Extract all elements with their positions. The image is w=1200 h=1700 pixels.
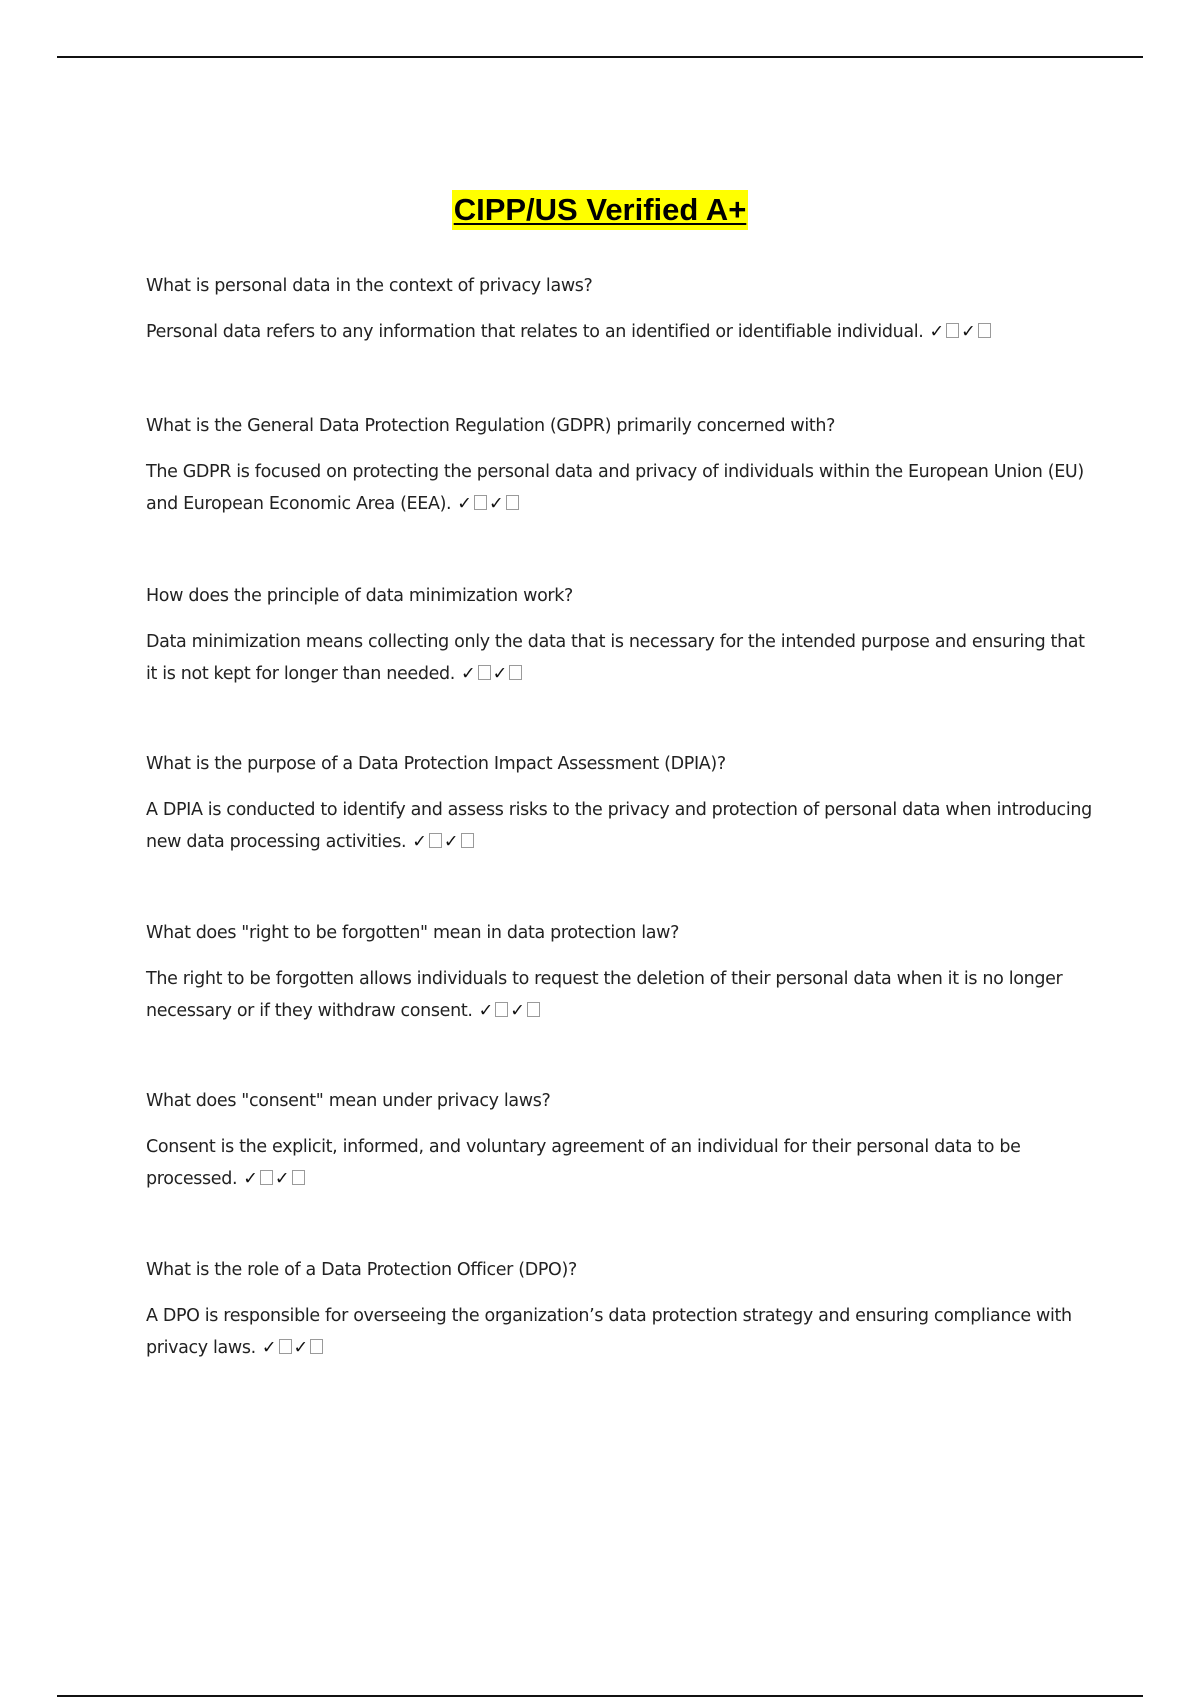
question-3: How does the principle of data minimization work? <box>146 586 573 606</box>
answer-marks-5 <box>479 1001 542 1021</box>
answer-text-4: A DPIA is conducted to identify and assess risks to the privacy and protection of personal data when introducing new data processing activities. <box>146 800 1092 852</box>
qa-item-5 <box>146 917 1096 1027</box>
box-icon <box>474 495 487 510</box>
box-icon <box>978 323 991 338</box>
box-icon <box>509 665 522 680</box>
answer-1 <box>146 316 1096 348</box>
check-icon: ✓ <box>457 494 472 514</box>
check-icon: ✓ <box>261 1338 277 1358</box>
check-icon: ✓ <box>460 664 476 684</box>
qa-item-6 <box>146 1085 1096 1195</box>
question-7: What is the role of a Data Protection Officer (DPO)? <box>146 1260 577 1280</box>
answer-text-2: The GDPR is focused on protecting the personal data and privacy of individuals within the European Union (EU) and European Economic Area (EEA). <box>146 462 1084 514</box>
box-icon <box>310 1339 323 1354</box>
answer-text-5: The right to be forgotten allows individuals to request the deletion of their personal data when it is no longer necessary or if they withdraw consent. <box>146 969 1063 1021</box>
answer-marks-3 <box>461 664 524 684</box>
footer-rule <box>57 1695 1143 1697</box>
answer-marks-4 <box>412 832 475 852</box>
answer-marks-1 <box>929 322 992 342</box>
question-2: What is the General Data Protection Regulation (GDPR) primarily concerned with? <box>146 416 836 436</box>
answer-3 <box>146 626 1096 690</box>
box-icon <box>292 1170 305 1185</box>
page-title: CIPP/US Verified A+ <box>452 190 749 230</box>
box-icon <box>495 1002 508 1017</box>
qa-item-2 <box>146 410 1096 520</box>
box-icon <box>260 1170 273 1185</box>
qa-item-4 <box>146 748 1096 858</box>
qa-item-3 <box>146 580 1096 690</box>
box-icon <box>461 833 474 848</box>
answer-7 <box>146 1300 1096 1364</box>
check-icon: ✓ <box>412 832 427 852</box>
answer-text-1: Personal data refers to any information that relates to an identified or identifiable individual. <box>146 322 924 342</box>
check-icon: ✓ <box>929 322 945 342</box>
answer-2 <box>146 456 1096 520</box>
check-icon: ✓ <box>478 1001 494 1021</box>
box-icon <box>478 665 491 680</box>
answer-4 <box>146 794 1096 858</box>
title-block <box>0 190 1200 230</box>
answer-marks-2 <box>457 494 520 514</box>
answer-5 <box>146 963 1096 1027</box>
check-icon: ✓ <box>488 494 504 514</box>
question-6: What does "consent" mean under privacy laws? <box>146 1091 551 1111</box>
check-icon: ✓ <box>274 1169 290 1189</box>
header-rule <box>57 56 1143 58</box>
answer-6 <box>146 1131 1096 1195</box>
box-icon <box>946 323 959 338</box>
answer-text-3: Data minimization means collecting only the data that is necessary for the intended purpose and ensuring that it is not kept for longer than needed. <box>146 632 1085 684</box>
check-icon: ✓ <box>492 664 508 684</box>
check-icon: ✓ <box>443 832 459 852</box>
question-5: What does "right to be forgotten" mean in data protection law? <box>146 923 680 943</box>
box-icon <box>429 833 442 848</box>
box-icon <box>506 495 519 510</box>
question-1: What is personal data in the context of privacy laws? <box>146 276 593 296</box>
answer-marks-6 <box>243 1169 306 1189</box>
answer-marks-7 <box>262 1338 325 1358</box>
answer-text-6: Consent is the explicit, informed, and voluntary agreement of an individual for their personal data to be processed. <box>146 1137 1021 1189</box>
qa-item-7 <box>146 1254 1096 1364</box>
check-icon: ✓ <box>243 1169 258 1189</box>
box-icon <box>279 1339 292 1354</box>
question-4: What is the purpose of a Data Protection Impact Assessment (DPIA)? <box>146 754 726 774</box>
box-icon <box>527 1002 540 1017</box>
answer-text-7: A DPO is responsible for overseeing the organization’s data protection strategy and ensuring compliance with privacy laws. <box>146 1306 1072 1358</box>
check-icon: ✓ <box>293 1338 309 1358</box>
check-icon: ✓ <box>510 1001 525 1021</box>
check-icon: ✓ <box>961 322 976 342</box>
qa-item-1 <box>146 270 1096 348</box>
